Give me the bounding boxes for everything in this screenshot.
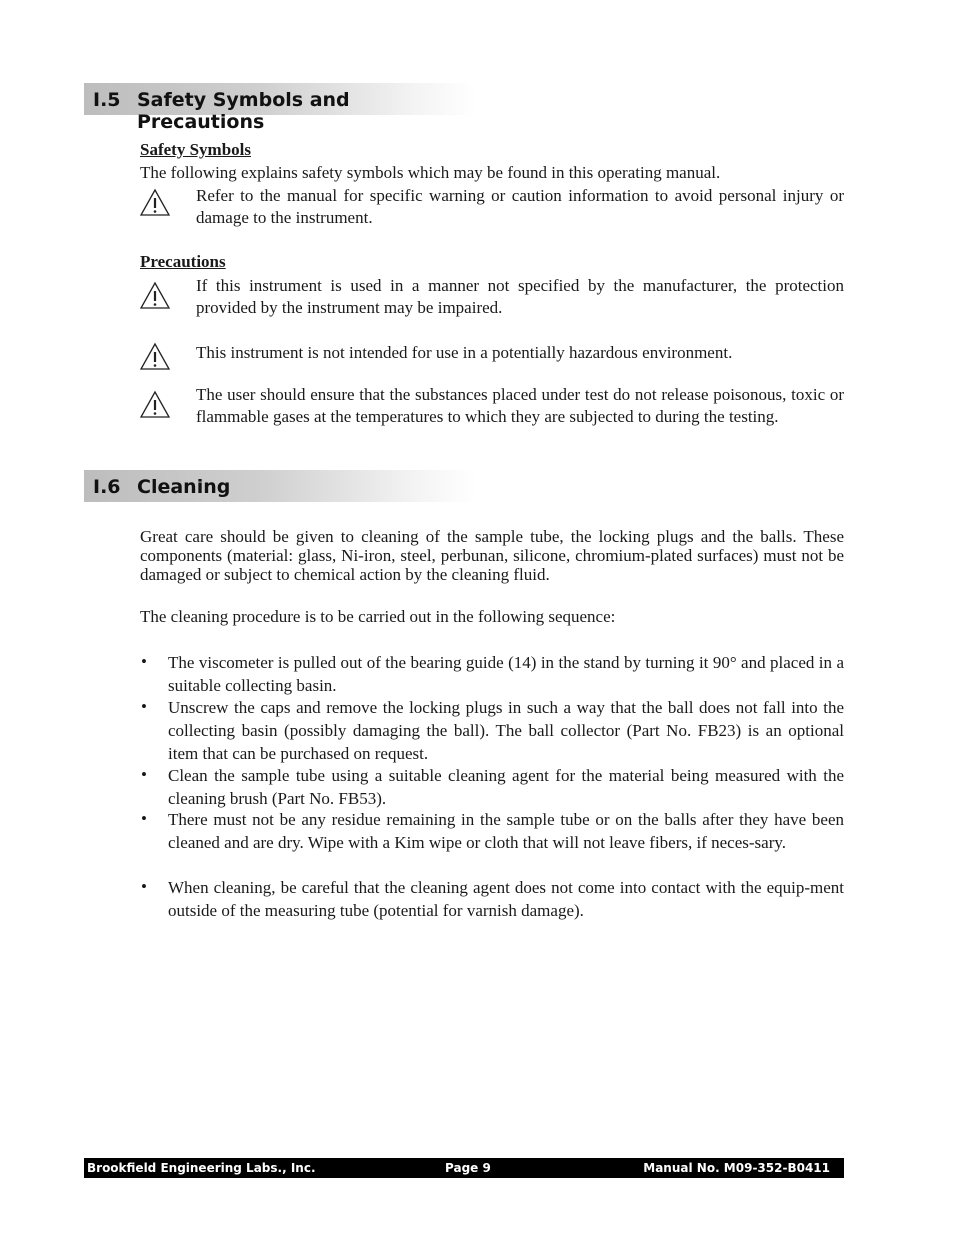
bullet-marker: • — [141, 877, 147, 896]
footer-page-number: Page 9 — [445, 1161, 491, 1175]
section-header-i5 — [84, 83, 476, 133]
warning-triangle-icon — [139, 188, 171, 217]
safety-symbols-intro: The following explains safety symbols which may be found in this operating manual. — [140, 163, 721, 182]
section-number: I.6 — [93, 476, 121, 498]
footer-manual-number: Manual No. M09-352-B0411 — [643, 1161, 830, 1175]
page-footer — [84, 1158, 844, 1178]
bullet-marker: • — [141, 697, 147, 716]
cleaning-paragraph: Great care should be given to cleaning of the sample tube, the locking plugs and the balls. These components (material: glass, Ni-iron, steel, perbunan, silicone, chromium-plated surfaces) must not be damaged or subject to chemical action by the cleaning fluid. — [140, 527, 844, 584]
precaution-item: This instrument is not intended for use in a potentially hazardous environment. — [196, 343, 733, 362]
bullet-marker: • — [141, 809, 147, 828]
section-number: I.5 — [93, 89, 121, 111]
warning-triangle-icon — [139, 342, 171, 371]
bullet-marker: • — [141, 765, 147, 784]
section-title: Safety Symbols and Precautions — [137, 89, 350, 133]
bullet-marker: • — [141, 652, 147, 671]
precaution-item: The user should ensure that the substances placed under test do not release poisonous, toxic or flammable gases at the temperatures to which they are subjected to during the testing. — [196, 385, 844, 426]
warning-triangle-icon — [139, 281, 171, 310]
precautions-heading: Precautions — [140, 252, 226, 271]
list-item: The viscometer is pulled out of the bearing guide (14) in the stand by turning it 90° and placed in a suitable collecting basin. — [168, 653, 844, 695]
section-title: Cleaning — [137, 476, 231, 498]
section-header-i6 — [84, 470, 476, 502]
cleaning-sequence-intro: The cleaning procedure is to be carried out in the following sequence: — [140, 607, 616, 626]
footer-company: Brookfield Engineering Labs., Inc. — [87, 1161, 316, 1175]
list-item: There must not be any residue remaining in the sample tube or on the balls after they have been cleaned and are dry. Wipe with a Kim wipe or cloth that will not leave fibers, if neces-sary. — [168, 810, 844, 852]
list-item: Unscrew the caps and remove the locking plugs in such a way that the ball does not fall into the collecting basin (possibly damaging the ball). The ball collector (Part No. FB23) is an optional item that can be purchased on request. — [168, 698, 844, 763]
safety-symbol-description: Refer to the manual for specific warning or caution information to avoid personal injury or damage to the instrument. — [196, 186, 844, 227]
safety-symbols-heading: Safety Symbols — [140, 140, 251, 159]
list-item: When cleaning, be careful that the cleaning agent does not come into contact with the equip-ment outside of the measuring tube (potential for varnish damage). — [168, 878, 844, 920]
warning-triangle-icon — [139, 390, 171, 419]
list-item: Clean the sample tube using a suitable cleaning agent for the material being measured with the cleaning brush (Part No. FB53). — [168, 766, 844, 808]
precaution-item: If this instrument is used in a manner not specified by the manufacturer, the protection provided by the instrument may be impaired. — [196, 276, 844, 317]
